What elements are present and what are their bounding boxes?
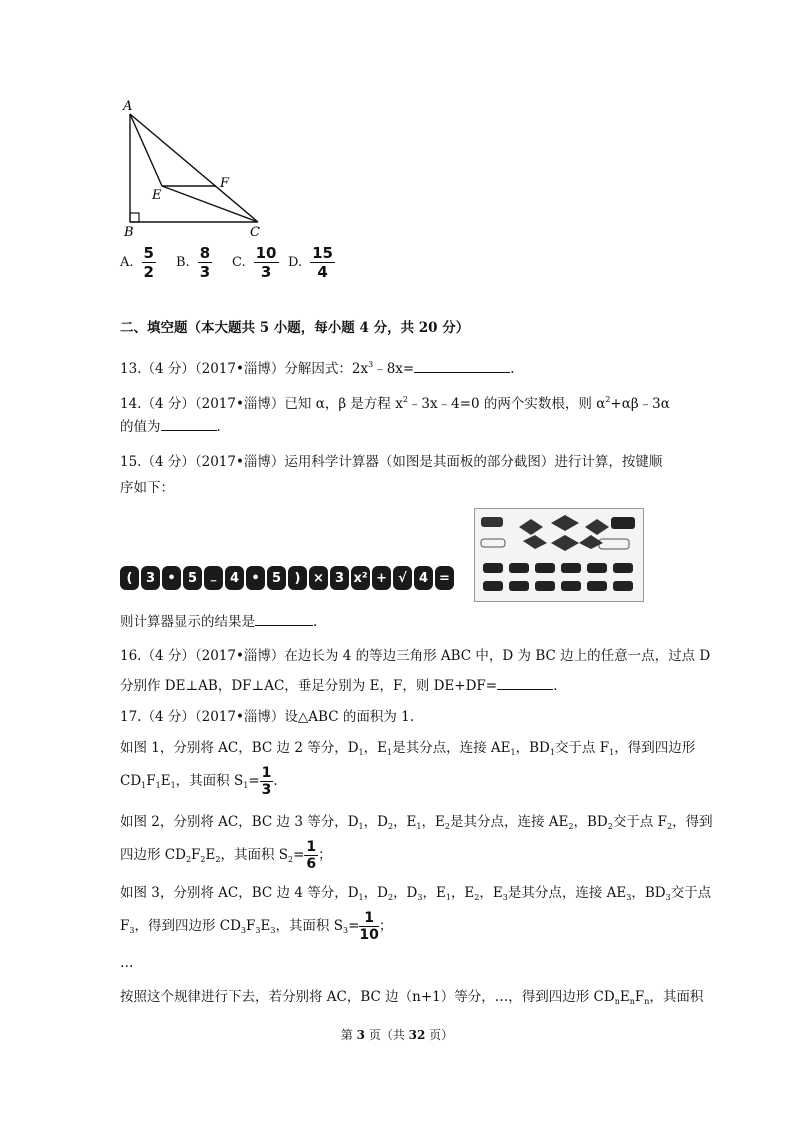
key-plus: +: [372, 566, 391, 590]
answer-blank-14[interactable]: [161, 416, 217, 431]
key-3: 3: [141, 566, 160, 590]
key-open-paren: (: [120, 566, 139, 590]
label-b: B: [124, 225, 134, 240]
option-d: D. $\frac{15}{4}$: [288, 244, 333, 281]
key-multiply: ×: [309, 566, 328, 590]
key-dot: •: [246, 566, 265, 590]
key-minus: ﹣: [204, 566, 223, 590]
option-c: C. $\frac{10}{3}$: [232, 244, 277, 281]
label-c: C: [250, 225, 260, 240]
current-page-number: 3: [356, 1028, 365, 1042]
question-17-fig2-line2: 四边形 $CD_2F_2E_2$，其面积 $S_2=$ $\frac{1}{6}$ ；: [120, 839, 332, 872]
option-d-fraction: $\frac{15}{4}$: [312, 244, 333, 281]
triangle-figure: [110, 96, 270, 241]
calculator-panel-image: [474, 508, 644, 602]
question-15-line2: 序如下：: [120, 480, 174, 496]
answer-blank-15[interactable]: [255, 611, 313, 626]
option-b-fraction: $\frac{8}{3}$: [199, 244, 211, 281]
question-17-fig3-line2: $F_3$，得到四边形 $CD_3F_3E_3$，其面积 $S_3=$ $\frac{1}{10}$ ；: [120, 910, 393, 943]
label-e: E: [152, 188, 162, 203]
question-17-fig2-line1: 如图 2，分别将 AC，BC 边 3 等分，$D_1$，$D_2$，$E_1$，$E_2$是其分点，连接 $AE_2$，$BD_2$交于点 $F_2$，得到: [120, 814, 713, 831]
ellipsis: …: [120, 955, 134, 971]
calculator-key-sequence: [120, 564, 470, 592]
key-sqrt: √: [393, 566, 412, 590]
segment-ac: [130, 114, 258, 222]
question-13: 13.（4 分）（2017•淄博）分解因式：$2x^3﹣8x=$ .: [120, 360, 515, 377]
question-15-line1: 15.（4 分）（2017•淄博）运用科学计算器（如图是其面板的部分截图）进行计算，按键顺: [120, 454, 663, 470]
key-close-paren: ): [288, 566, 307, 590]
label-f: F: [220, 176, 230, 191]
question-16-line1: 16.（4 分）（2017•淄博）在边长为 4 的等边三角形 ABC 中，D 为 BC 边上的任意一点，过点 D: [120, 648, 711, 664]
key-3: 3: [330, 566, 349, 590]
key-square: x²: [351, 566, 370, 590]
key-4: 4: [225, 566, 244, 590]
right-angle-mark: [130, 213, 139, 222]
question-14-line1: 14.（4 分）（2017•淄博）已知 α，β 是方程 $x^2﹣3x﹣4=0$ 的两个实数根，则 $\alpha^2+\alpha\beta﹣3\alpha$: [120, 395, 670, 412]
key-5: 5: [183, 566, 202, 590]
key-dot: •: [162, 566, 181, 590]
key-5: 5: [267, 566, 286, 590]
option-c-fraction: $\frac{10}{3}$: [255, 244, 277, 281]
question-17-fig1-line1: 如图 1，分别将 AC，BC 边 2 等分，$D_1$，$E_1$是其分点，连接 $AE_1$，$BD_1$交于点 $F_1$，得到四边形: [120, 740, 696, 757]
option-a: A. $\frac{5}{2}$: [120, 244, 154, 281]
question-17-fig1-line2: $CD_1F_1E_1$，其面积 $S_1=$ $\frac{1}{3}$ .: [120, 765, 278, 798]
option-b: B. $\frac{8}{3}$: [176, 244, 211, 281]
segment-ae: [130, 114, 162, 186]
question-17-fig3-line1: 如图 3，分别将 AC，BC 边 4 等分，$D_1$，$D_2$，$D_3$，$E_1$，$E_2$，$E_3$是其分点，连接 $AE_3$，$BD_3$交于点: [120, 885, 712, 902]
key-4: 4: [414, 566, 433, 590]
question-15-result: 则计算器显示的结果是 .: [120, 611, 317, 632]
area-fraction-3: $\frac{1}{10}$: [359, 910, 379, 943]
section-heading: 二、填空题（本大题共 5 小题，每小题 4 分，共 20 分）: [120, 320, 470, 336]
answer-blank-16[interactable]: [497, 675, 553, 690]
area-fraction-2: $\frac{1}{6}$: [306, 839, 317, 872]
option-a-fraction: $\frac{5}{2}$: [143, 244, 154, 281]
total-pages: 32: [408, 1028, 426, 1042]
question-17-last-line: 按照这个规律进行下去，若分别将 AC，BC 边（n+1）等分，…，得到四边形 $CD_nE_nF_n$，其面积: [120, 989, 704, 1006]
question-16-line2: 分别作 DE⊥AB，DF⊥AC，垂足分别为 E，F，则 DE+DF= .: [120, 675, 557, 696]
question-17-line1: 17.（4 分）（2017•淄博）设△ABC 的面积为 1.: [120, 709, 415, 725]
key-equals: =: [435, 566, 454, 590]
question-14-line2: 的值为 .: [120, 416, 221, 437]
label-a: A: [123, 99, 133, 114]
answer-blank-13[interactable]: [414, 358, 510, 373]
area-fraction-1: $\frac{1}{3}$: [261, 765, 272, 798]
page-footer: 第 3 页（共 32 页）: [340, 1028, 454, 1042]
segment-ec: [162, 186, 258, 222]
